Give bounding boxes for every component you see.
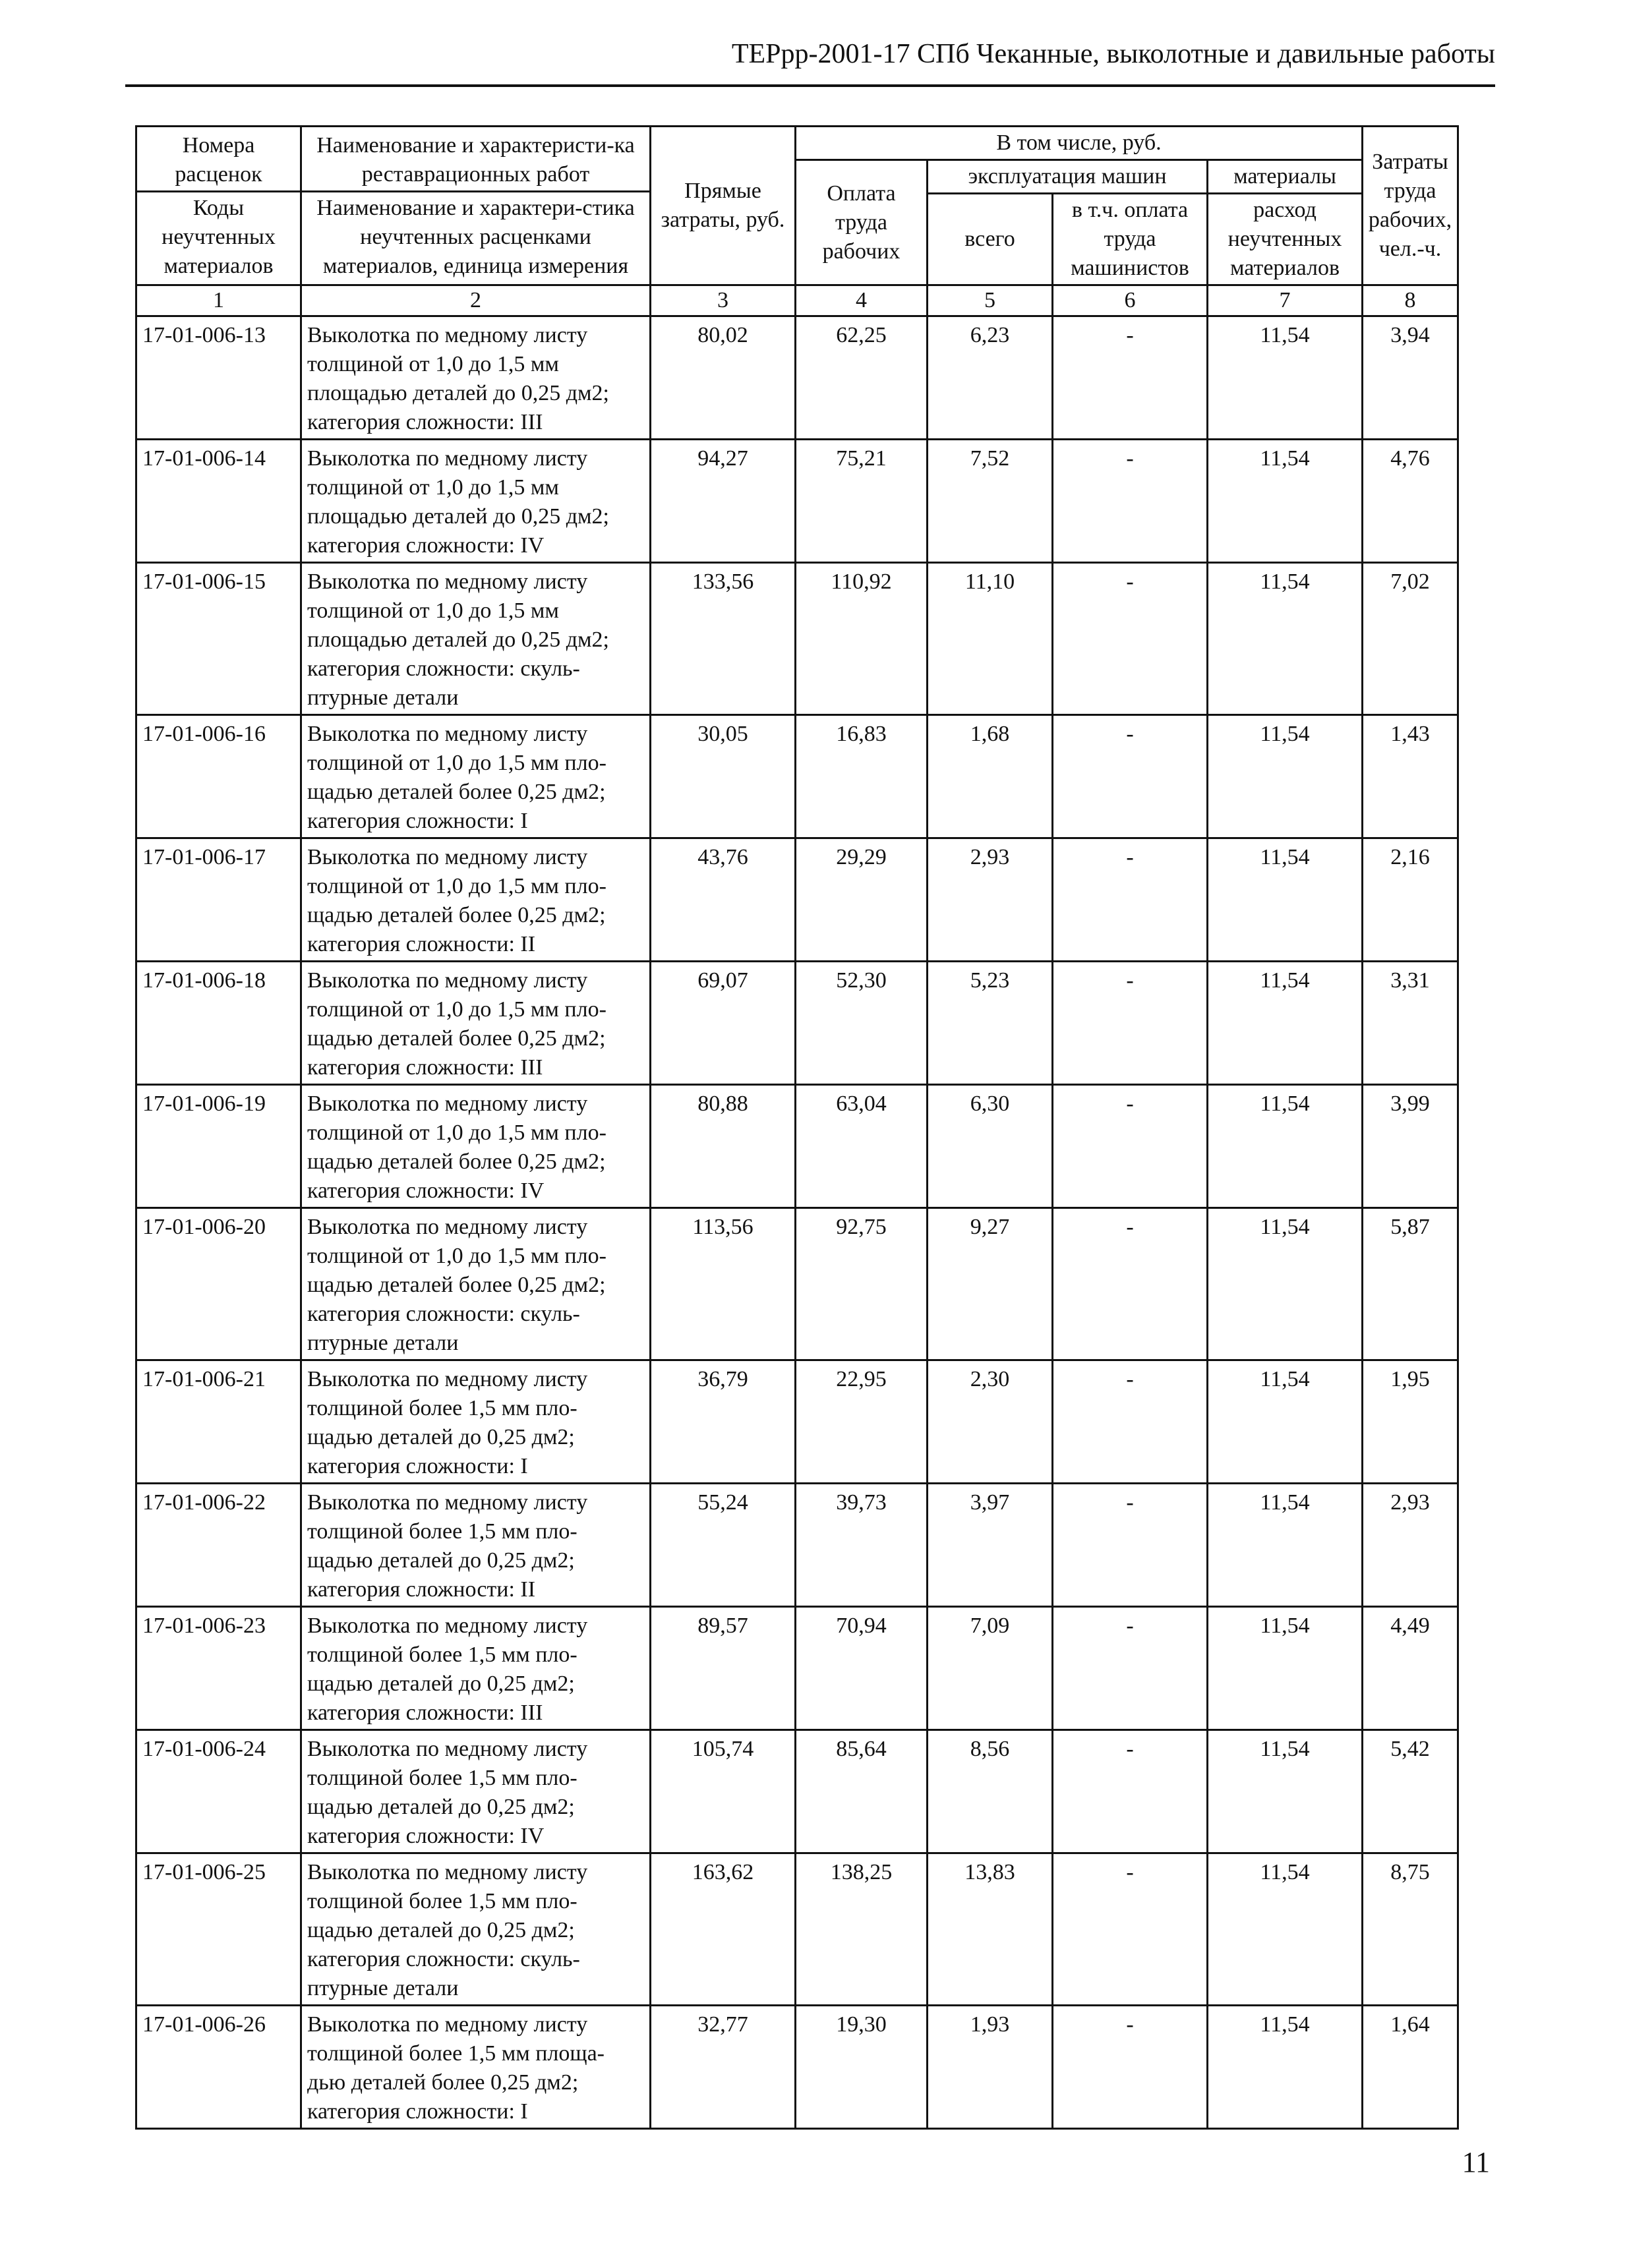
worker-pay: 19,30 <box>796 2006 928 2129</box>
material-consumption: 11,54 <box>1208 1360 1363 1484</box>
work-description-line: Выколотка по медному листу <box>307 1215 588 1239</box>
work-description-line: щадью деталей более 0,25 дм2; <box>307 1149 606 1174</box>
work-description-line: категория сложности: IV <box>307 533 545 558</box>
machines-total: 5,23 <box>928 962 1053 1085</box>
col-header-materials-group: материалы <box>1208 160 1363 194</box>
work-description-line: категория сложности: IV <box>307 1824 545 1848</box>
table-row <box>136 715 1458 838</box>
material-consumption: 11,54 <box>1208 1853 1363 2006</box>
table-row <box>136 563 1458 715</box>
labor-hours: 4,49 <box>1363 1607 1458 1730</box>
work-description-line: щадью деталей более 0,25 дм2; <box>307 1026 606 1051</box>
labor-hours: 1,43 <box>1363 715 1458 838</box>
material-consumption: 11,54 <box>1208 1607 1363 1730</box>
work-description-line: птурные детали <box>307 1976 459 2000</box>
work-description-line: толщиной от 1,0 до 1,5 мм <box>307 598 559 623</box>
work-description-line: толщиной более 1,5 мм пло- <box>307 1396 577 1420</box>
material-consumption: 11,54 <box>1208 1730 1363 1853</box>
worker-pay: 110,92 <box>796 563 928 715</box>
machines-total: 3,97 <box>928 1484 1053 1607</box>
direct-costs: 94,27 <box>651 440 796 563</box>
work-description-line: щадью деталей до 0,25 дм2; <box>307 1795 575 1819</box>
work-description-line: Выколотка по медному листу <box>307 1091 588 1116</box>
machines-total: 2,93 <box>928 838 1053 962</box>
labor-hours: 5,42 <box>1363 1730 1458 1853</box>
col-header-material-consumption: расход неучтенных материалов <box>1208 194 1363 285</box>
col-header-names <box>301 127 651 285</box>
table-row <box>136 1730 1458 1853</box>
work-description <box>301 1607 651 1730</box>
work-description-line: категория сложности: II <box>307 932 536 956</box>
col-header-work-name: Наименование и характеристи-ка реставрационных работ <box>302 130 649 192</box>
work-description-line: толщиной более 1,5 мм пло- <box>307 1889 577 1913</box>
machines-total: 8,56 <box>928 1730 1053 1853</box>
material-consumption: 11,54 <box>1208 1208 1363 1360</box>
labor-hours: 2,16 <box>1363 838 1458 962</box>
work-description-line: щадью деталей более 0,25 дм2; <box>307 780 606 804</box>
direct-costs: 105,74 <box>651 1730 796 1853</box>
work-description-line: площадью деталей до 0,25 дм2; <box>307 381 610 405</box>
table-header <box>136 127 1458 316</box>
work-description-line: площадью деталей до 0,25 дм2; <box>307 504 610 529</box>
table-row <box>136 440 1458 563</box>
machines-total: 1,93 <box>928 2006 1053 2129</box>
operator-pay: - <box>1053 1208 1208 1360</box>
material-consumption: 11,54 <box>1208 962 1363 1085</box>
work-description <box>301 440 651 563</box>
table-body <box>136 316 1458 2129</box>
rate-code: 17-01-006-13 <box>136 316 301 440</box>
labor-hours: 3,94 <box>1363 316 1458 440</box>
worker-pay: 62,25 <box>796 316 928 440</box>
operator-pay: - <box>1053 715 1208 838</box>
labor-hours: 4,76 <box>1363 440 1458 563</box>
work-description <box>301 1360 651 1484</box>
work-description <box>301 2006 651 2129</box>
column-number: 2 <box>301 285 651 316</box>
page-number: 11 <box>1462 2146 1490 2178</box>
work-description-line: площадью деталей до 0,25 дм2; <box>307 627 610 652</box>
direct-costs: 89,57 <box>651 1607 796 1730</box>
labor-hours: 1,64 <box>1363 2006 1458 2129</box>
work-description-line: толщиной более 1,5 мм пло- <box>307 1643 577 1667</box>
direct-costs: 55,24 <box>651 1484 796 1607</box>
col-header-worker-pay: Оплата труда рабочих <box>796 160 928 285</box>
work-description-line: Выколотка по медному листу <box>307 845 588 869</box>
column-number: 4 <box>796 285 928 316</box>
column-number: 7 <box>1208 285 1363 316</box>
direct-costs: 133,56 <box>651 563 796 715</box>
operator-pay: - <box>1053 1360 1208 1484</box>
col-header-direct-costs: Прямые затраты, руб. <box>651 127 796 285</box>
worker-pay: 29,29 <box>796 838 928 962</box>
machines-total: 9,27 <box>928 1208 1053 1360</box>
work-description-line: птурные детали <box>307 1331 459 1355</box>
rate-code: 17-01-006-16 <box>136 715 301 838</box>
worker-pay: 39,73 <box>796 1484 928 1607</box>
labor-hours: 7,02 <box>1363 563 1458 715</box>
operator-pay: - <box>1053 1484 1208 1607</box>
operator-pay: - <box>1053 2006 1208 2129</box>
direct-costs: 113,56 <box>651 1208 796 1360</box>
work-description <box>301 838 651 962</box>
operator-pay: - <box>1053 1607 1208 1730</box>
col-header-including-group: В том числе, руб. <box>796 127 1363 160</box>
direct-costs: 32,77 <box>651 2006 796 2129</box>
labor-hours: 3,99 <box>1363 1085 1458 1208</box>
labor-hours: 1,95 <box>1363 1360 1458 1484</box>
work-description-line: толщиной от 1,0 до 1,5 мм пло- <box>307 751 606 775</box>
work-description-line: толщиной от 1,0 до 1,5 мм <box>307 352 559 376</box>
machines-total: 2,30 <box>928 1360 1053 1484</box>
work-description-line: Выколотка по медному листу <box>307 1490 588 1515</box>
work-description-line: Выколотка по медному листу <box>307 446 588 471</box>
rate-code: 17-01-006-20 <box>136 1208 301 1360</box>
operator-pay: - <box>1053 1730 1208 1853</box>
worker-pay: 16,83 <box>796 715 928 838</box>
work-description-line: толщиной более 1,5 мм пло- <box>307 1766 577 1790</box>
rates-table <box>135 125 1459 2130</box>
column-number: 1 <box>136 285 301 316</box>
work-description <box>301 1208 651 1360</box>
machines-total: 1,68 <box>928 715 1053 838</box>
direct-costs: 43,76 <box>651 838 796 962</box>
worker-pay: 63,04 <box>796 1085 928 1208</box>
work-description-line: толщиной от 1,0 до 1,5 мм <box>307 475 559 500</box>
work-description <box>301 1853 651 2006</box>
work-description-line: категория сложности: IV <box>307 1178 545 1203</box>
table-row <box>136 838 1458 962</box>
material-consumption: 11,54 <box>1208 316 1363 440</box>
rate-code: 17-01-006-25 <box>136 1853 301 2006</box>
table-row <box>136 1360 1458 1484</box>
material-consumption: 11,54 <box>1208 1484 1363 1607</box>
work-description-line: толщиной от 1,0 до 1,5 мм пло- <box>307 997 606 1022</box>
table-row <box>136 316 1458 440</box>
table-row <box>136 1853 1458 2006</box>
rate-code: 17-01-006-17 <box>136 838 301 962</box>
col-header-material-name: Наименование и характери-стика неучтенных расценками материалов, единица измерения <box>316 195 635 278</box>
work-description-line: щадью деталей до 0,25 дм2; <box>307 1918 575 1942</box>
labor-hours: 5,87 <box>1363 1208 1458 1360</box>
column-number: 8 <box>1363 285 1458 316</box>
worker-pay: 138,25 <box>796 1853 928 2006</box>
material-consumption: 11,54 <box>1208 2006 1363 2129</box>
operator-pay: - <box>1053 440 1208 563</box>
work-description <box>301 715 651 838</box>
work-description-line: категория сложности: I <box>307 1454 528 1478</box>
machines-total: 6,23 <box>928 316 1053 440</box>
worker-pay: 75,21 <box>796 440 928 563</box>
work-description <box>301 1730 651 1853</box>
labor-hours: 3,31 <box>1363 962 1458 1085</box>
work-description-line: толщиной от 1,0 до 1,5 мм пло- <box>307 1244 606 1268</box>
work-description-line: Выколотка по медному листу <box>307 968 588 993</box>
material-consumption: 11,54 <box>1208 838 1363 962</box>
rate-code: 17-01-006-23 <box>136 1607 301 1730</box>
direct-costs: 30,05 <box>651 715 796 838</box>
direct-costs: 36,79 <box>651 1360 796 1484</box>
table-row <box>136 1484 1458 1607</box>
col-header-codes <box>136 127 301 285</box>
work-description-line: категория сложности: скуль- <box>307 656 580 681</box>
work-description-line: Выколотка по медному листу <box>307 1737 588 1761</box>
work-description-line: Выколотка по медному листу <box>307 1367 588 1391</box>
labor-hours: 2,93 <box>1363 1484 1458 1607</box>
column-number: 3 <box>651 285 796 316</box>
operator-pay: - <box>1053 1085 1208 1208</box>
work-description-line: толщиной от 1,0 до 1,5 мм пло- <box>307 874 606 898</box>
rate-code: 17-01-006-21 <box>136 1360 301 1484</box>
worker-pay: 22,95 <box>796 1360 928 1484</box>
table-row <box>136 2006 1458 2129</box>
material-consumption: 11,54 <box>1208 563 1363 715</box>
header-rule <box>125 84 1495 87</box>
work-description-line: Выколотка по медному листу <box>307 1860 588 1884</box>
work-description <box>301 962 651 1085</box>
rate-code: 17-01-006-19 <box>136 1085 301 1208</box>
rate-code: 17-01-006-14 <box>136 440 301 563</box>
column-number: 6 <box>1053 285 1208 316</box>
machines-total: 13,83 <box>928 1853 1053 2006</box>
operator-pay: - <box>1053 563 1208 715</box>
work-description-line: категория сложности: III <box>307 410 543 434</box>
rate-code: 17-01-006-18 <box>136 962 301 1085</box>
work-description-line: щадью деталей до 0,25 дм2; <box>307 1548 575 1573</box>
work-description-line: категория сложности: скуль- <box>307 1302 580 1326</box>
operator-pay: - <box>1053 962 1208 1085</box>
rate-code: 17-01-006-15 <box>136 563 301 715</box>
direct-costs: 80,88 <box>651 1085 796 1208</box>
work-description-line: щадью деталей до 0,25 дм2; <box>307 1425 575 1449</box>
direct-costs: 163,62 <box>651 1853 796 2006</box>
work-description-line: категория сложности: II <box>307 1577 536 1602</box>
operator-pay: - <box>1053 316 1208 440</box>
column-number-row <box>136 285 1458 316</box>
work-description-line: птурные детали <box>307 685 459 710</box>
table-row <box>136 1085 1458 1208</box>
rate-code: 17-01-006-22 <box>136 1484 301 1607</box>
operator-pay: - <box>1053 838 1208 962</box>
work-description-line: щадью деталей более 0,25 дм2; <box>307 903 606 927</box>
work-description-line: категория сложности: III <box>307 1701 543 1725</box>
work-description-line: категория сложности: I <box>307 809 528 833</box>
table-row <box>136 1607 1458 1730</box>
table-row <box>136 1208 1458 1360</box>
material-consumption: 11,54 <box>1208 715 1363 838</box>
material-consumption: 11,54 <box>1208 1085 1363 1208</box>
work-description-line: щадью деталей до 0,25 дм2; <box>307 1672 575 1696</box>
machines-total: 7,52 <box>928 440 1053 563</box>
work-description-line: Выколотка по медному листу <box>307 722 588 746</box>
table-row <box>136 962 1458 1085</box>
worker-pay: 70,94 <box>796 1607 928 1730</box>
work-description-line: толщиной более 1,5 мм площа- <box>307 2041 605 2066</box>
work-description-line: толщиной более 1,5 мм пло- <box>307 1519 577 1544</box>
work-description-line: категория сложности: III <box>307 1055 543 1080</box>
work-description-line: категория сложности: I <box>307 2099 528 2124</box>
worker-pay: 52,30 <box>796 962 928 1085</box>
col-header-machines-total: всего <box>928 194 1053 285</box>
work-description-line: щадью деталей более 0,25 дм2; <box>307 1273 606 1297</box>
work-description-line: дью деталей более 0,25 дм2; <box>307 2070 579 2095</box>
operator-pay: - <box>1053 1853 1208 2006</box>
material-consumption: 11,54 <box>1208 440 1363 563</box>
machines-total: 7,09 <box>928 1607 1053 1730</box>
column-number: 5 <box>928 285 1053 316</box>
machines-total: 6,30 <box>928 1085 1053 1208</box>
work-description <box>301 316 651 440</box>
col-header-material-codes: Коды неучтенных материалов <box>162 195 276 278</box>
work-description <box>301 1484 651 1607</box>
work-description <box>301 1085 651 1208</box>
direct-costs: 69,07 <box>651 962 796 1085</box>
work-description <box>301 563 651 715</box>
rate-code: 17-01-006-26 <box>136 2006 301 2129</box>
col-header-machines-group: эксплуатация машин <box>928 160 1208 194</box>
col-header-rate-numbers: Номера расценок <box>137 130 300 192</box>
work-description-line: Выколотка по медному листу <box>307 569 588 594</box>
worker-pay: 85,64 <box>796 1730 928 1853</box>
work-description-line: толщиной от 1,0 до 1,5 мм пло- <box>307 1120 606 1145</box>
work-description-line: Выколотка по медному листу <box>307 1614 588 1638</box>
col-header-labor-hours: Затраты труда рабочих, чел.-ч. <box>1363 127 1458 285</box>
document-header-title: ТЕРрр-2001-17 СПб Чеканные, выколотные и давильные работы <box>731 39 1495 69</box>
labor-hours: 8,75 <box>1363 1853 1458 2006</box>
work-description-line: Выколотка по медному листу <box>307 2012 588 2037</box>
direct-costs: 80,02 <box>651 316 796 440</box>
worker-pay: 92,75 <box>796 1208 928 1360</box>
work-description-line: категория сложности: скуль- <box>307 1947 580 1971</box>
col-header-operator-pay: в т.ч. оплата труда машинистов <box>1053 194 1208 285</box>
work-description-line: Выколотка по медному листу <box>307 323 588 347</box>
machines-total: 11,10 <box>928 563 1053 715</box>
rate-code: 17-01-006-24 <box>136 1730 301 1853</box>
